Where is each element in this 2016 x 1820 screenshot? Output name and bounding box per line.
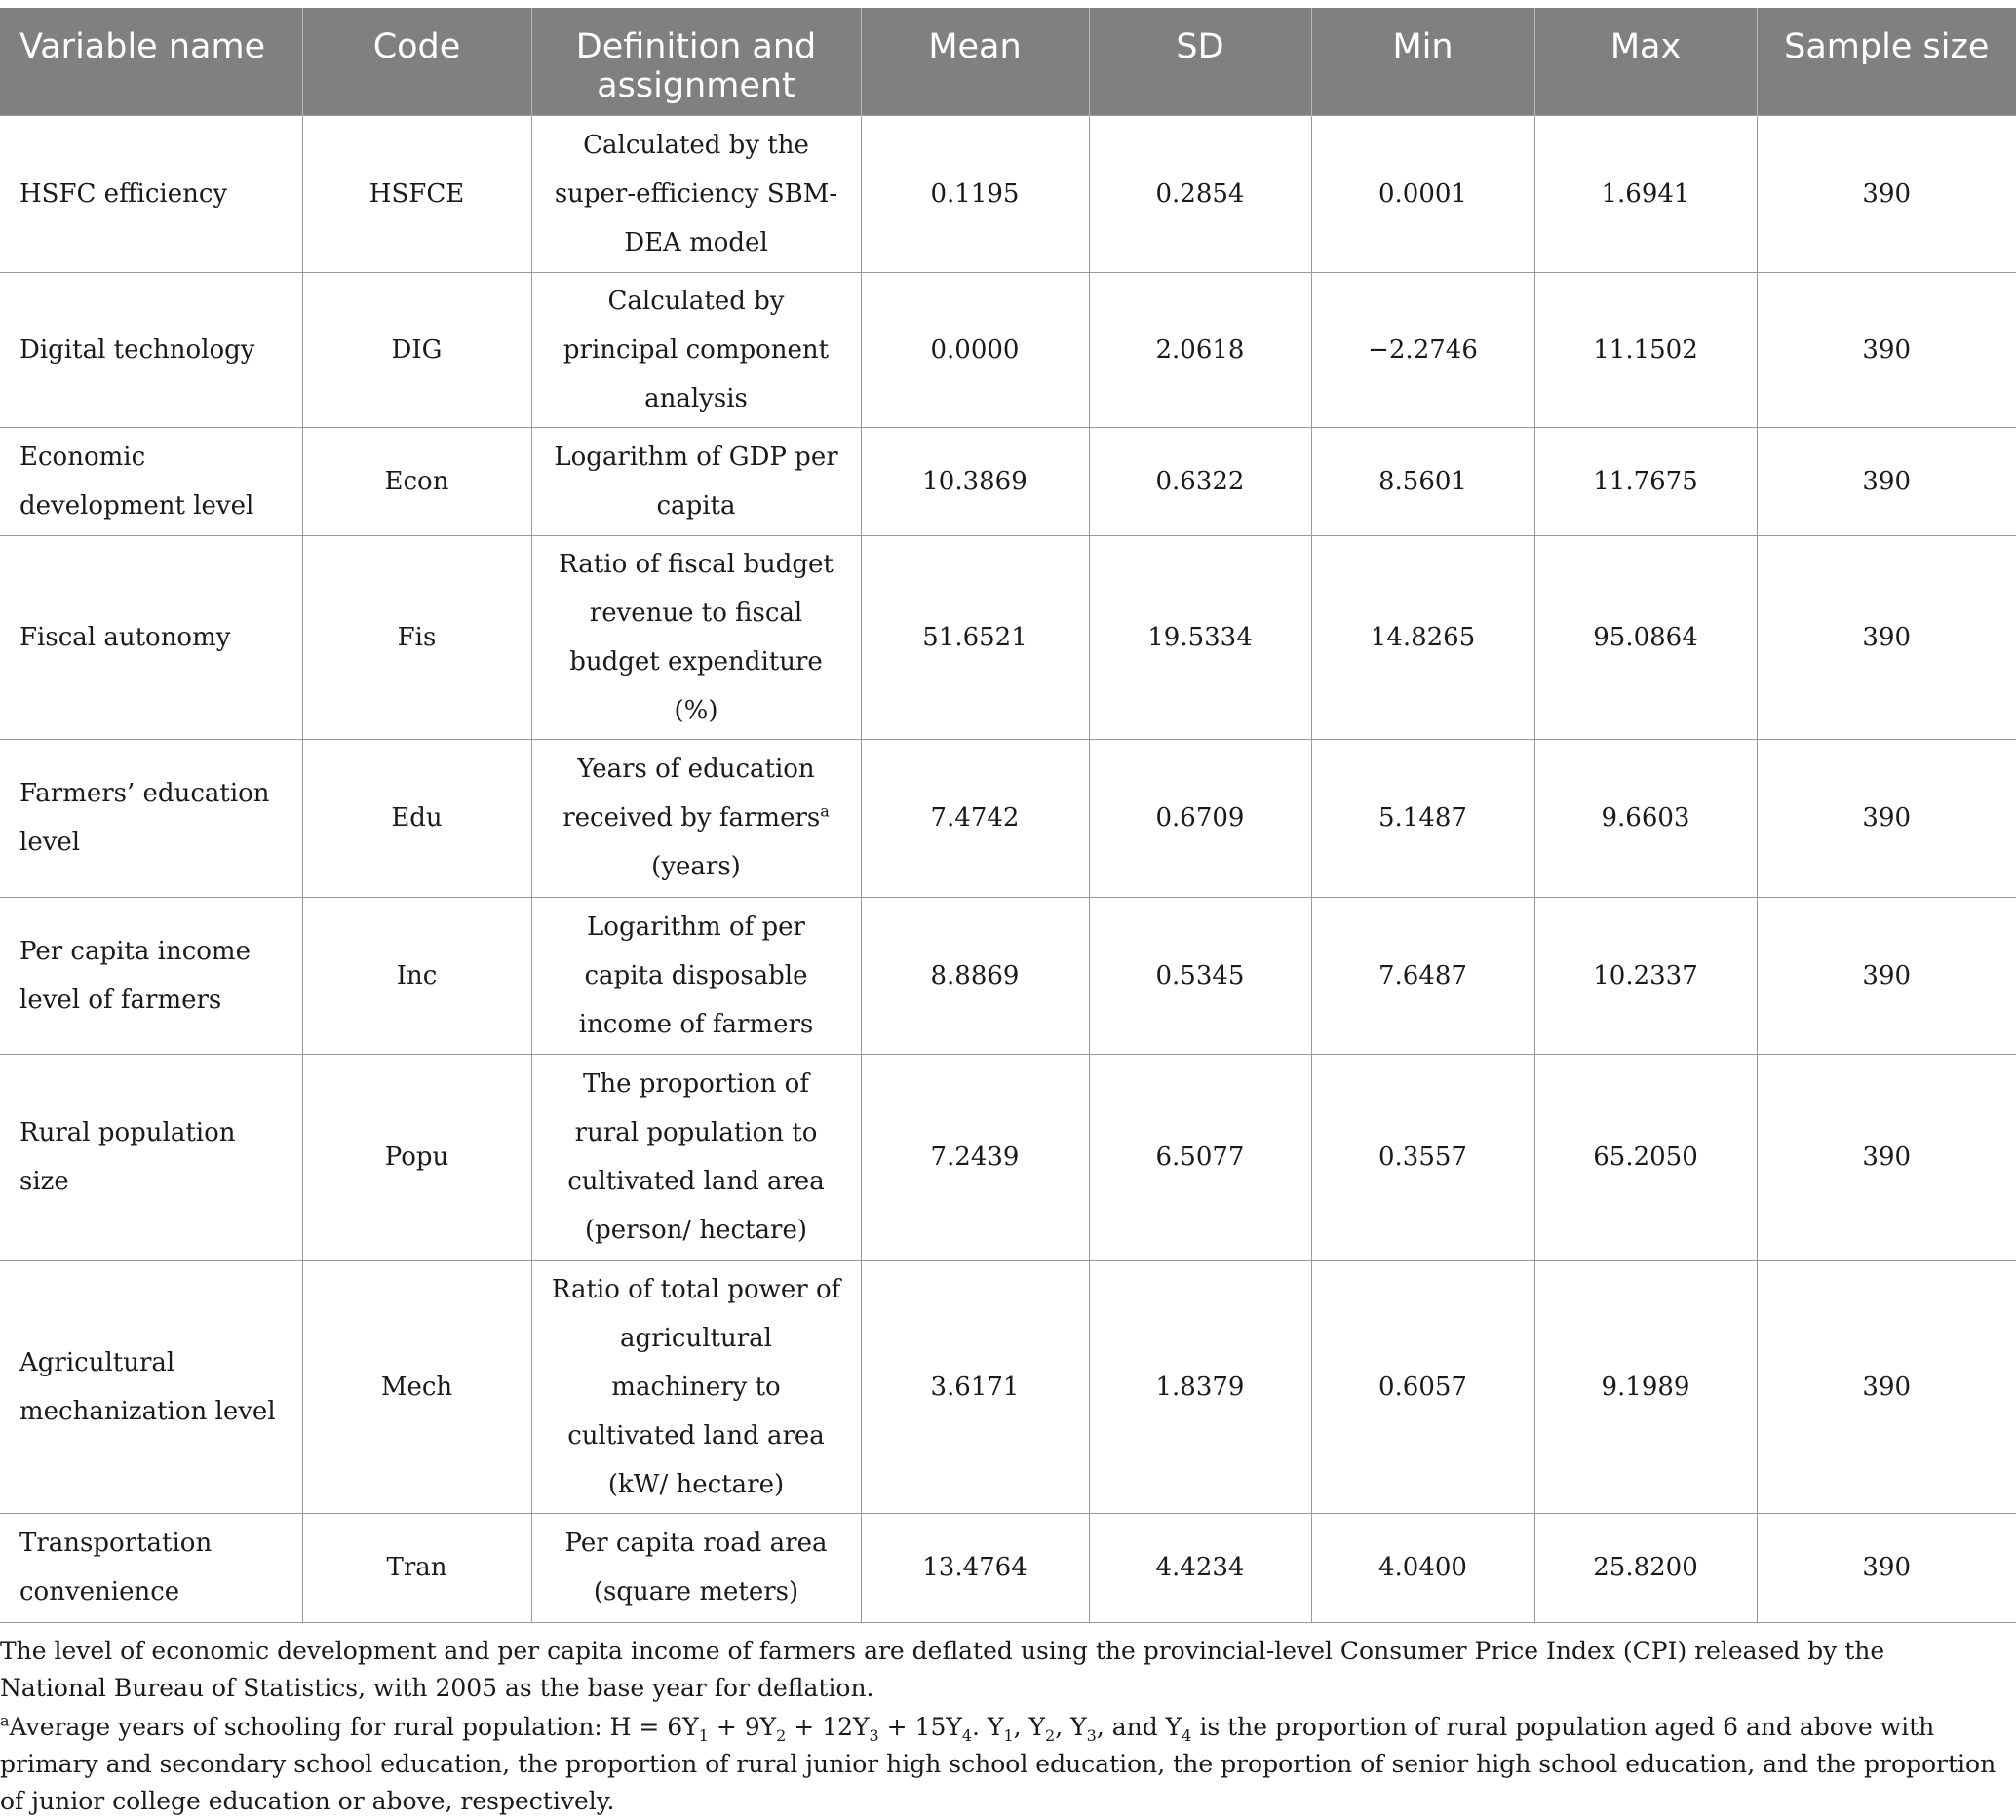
cell-variable-name: HSFC efficiency (0, 115, 302, 272)
cell-sample-size: 390 (1757, 535, 2016, 739)
cell-sd: 4.4234 (1089, 1513, 1311, 1622)
table-row (0, 427, 2016, 535)
cell-sd: 6.5077 (1089, 1054, 1311, 1260)
cell-min: 5.1487 (1311, 739, 1534, 897)
header-mean: Mean (861, 8, 1089, 115)
definition-text: Years of education received by farmers (562, 755, 821, 833)
cell-sd: 0.5345 (1089, 897, 1311, 1054)
subscript: 2 (1045, 1725, 1056, 1745)
cell-mean: 8.8869 (861, 897, 1089, 1054)
cell-sample-size: 390 (1757, 1054, 2016, 1260)
table-row (0, 272, 2016, 427)
cell-code: Inc (302, 897, 531, 1054)
cell-definition: Ratio of total power of agricultural machinery to cultivated land area (kW/ hectare) (531, 1260, 861, 1513)
table-header (0, 8, 2016, 115)
cell-min: 8.5601 (1311, 427, 1534, 535)
cell-definition: The proportion of rural population to cultivated land area (person/ hectare) (531, 1054, 861, 1260)
cell-sd: 2.0618 (1089, 272, 1311, 427)
subscript: 3 (1086, 1725, 1097, 1745)
cell-variable-name: Rural population size (0, 1054, 302, 1260)
cell-code: Popu (302, 1054, 531, 1260)
cell-variable-name: Fiscal autonomy (0, 535, 302, 739)
header-row (0, 8, 2016, 115)
cell-mean: 7.4742 (861, 739, 1089, 897)
subscript: 4 (961, 1725, 973, 1745)
cell-definition: Calculated by the super-efficiency SBM-DEA model (531, 115, 861, 272)
cell-definition: Ratio of fiscal budget revenue to fiscal budget expenditure (%) (531, 535, 861, 739)
cell-sd: 19.5334 (1089, 535, 1311, 739)
cell-min: 14.8265 (1311, 535, 1534, 739)
cell-mean: 0.1195 (861, 115, 1089, 272)
cell-min: −2.2746 (1311, 272, 1534, 427)
note-deflation: The level of economic development and per capita income of farmers are deflated using the provincial-level Consumer Price Index (CPI) released by the National Bureau of Statistics, with 2005 as the base year for deflation. (0, 1636, 1885, 1702)
cell-variable-name: Transportation convenience (0, 1513, 302, 1622)
subscript: 3 (869, 1725, 879, 1745)
cell-sd: 0.2854 (1089, 115, 1311, 272)
cell-mean: 13.4764 (861, 1513, 1089, 1622)
cell-definition: Logarithm of GDP per capita (531, 427, 861, 535)
header-max: Max (1534, 8, 1757, 115)
cell-sample-size: 390 (1757, 1513, 2016, 1622)
subscript: 1 (1003, 1725, 1014, 1745)
cell-mean: 3.6171 (861, 1260, 1089, 1513)
cell-sample-size: 390 (1757, 115, 2016, 272)
note-text: , Y (1013, 1712, 1046, 1741)
note-text: . Y (972, 1712, 1004, 1741)
cell-min: 0.0001 (1311, 115, 1534, 272)
cell-mean: 51.6521 (861, 535, 1089, 739)
cell-max: 1.6941 (1534, 115, 1757, 272)
header-sample-size: Sample size (1757, 8, 2016, 115)
cell-mean: 0.0000 (861, 272, 1089, 427)
cell-sd: 0.6322 (1089, 427, 1311, 535)
cell-code: Tran (302, 1513, 531, 1622)
cell-mean: 10.3869 (861, 427, 1089, 535)
table-row (0, 1054, 2016, 1260)
cell-variable-name: Per capita income level of farmers (0, 897, 302, 1054)
table-row (0, 1513, 2016, 1622)
cell-mean: 7.2439 (861, 1054, 1089, 1260)
cell-sd: 0.6709 (1089, 739, 1311, 897)
footnote-marker: a (0, 1711, 10, 1730)
table-row (0, 1260, 2016, 1513)
subscript: 4 (1182, 1725, 1192, 1745)
cell-variable-name: Digital technology (0, 272, 302, 427)
cell-code: Fis (302, 535, 531, 739)
note-text: + 12Y (786, 1712, 870, 1741)
footnote-marker: a (820, 801, 830, 821)
cell-sample-size: 390 (1757, 1260, 2016, 1513)
header-sd: SD (1089, 8, 1311, 115)
header-variable-name: Variable name (0, 8, 302, 115)
cell-code: Econ (302, 427, 531, 535)
cell-min: 4.0400 (1311, 1513, 1534, 1622)
subscript: 2 (776, 1725, 787, 1745)
header-min: Min (1311, 8, 1534, 115)
table-row (0, 897, 2016, 1054)
cell-sample-size: 390 (1757, 427, 2016, 535)
cell-min: 7.6487 (1311, 897, 1534, 1054)
note-text: Average years of schooling for rural population: H = 6Y (9, 1712, 699, 1741)
cell-min: 0.6057 (1311, 1260, 1534, 1513)
cell-code: HSFCE (302, 115, 531, 272)
note-text: , and Y (1096, 1712, 1182, 1741)
cell-variable-name: Economic development level (0, 427, 302, 535)
cell-max: 9.6603 (1534, 739, 1757, 897)
cell-max: 25.8200 (1534, 1513, 1757, 1622)
cell-min: 0.3557 (1311, 1054, 1534, 1260)
cell-max: 11.7675 (1534, 427, 1757, 535)
cell-definition (531, 739, 861, 897)
note-text: + 9Y (708, 1712, 777, 1741)
cell-code: DIG (302, 272, 531, 427)
cell-max: 10.2337 (1534, 897, 1757, 1054)
table-row (0, 115, 2016, 272)
subscript: 1 (698, 1725, 709, 1745)
table-row (0, 739, 2016, 897)
descriptive-statistics-table (0, 8, 2016, 1623)
table-notes (0, 1623, 2016, 1820)
note-schooling-formula (0, 1709, 1997, 1820)
cell-variable-name: Agricultural mechanization level (0, 1260, 302, 1513)
cell-definition: Calculated by principal component analysis (531, 272, 861, 427)
note-text: , Y (1055, 1712, 1087, 1741)
cell-sample-size: 390 (1757, 739, 2016, 897)
table-body (0, 115, 2016, 1622)
note-text: + 15Y (878, 1712, 962, 1741)
note-text: is the proportion of rural population aged 6 and above with primary and secondary school education, the proportion of rural junior high school education, the proportion of senior high school education, and the proportion of junior college education or above, respectively. (0, 1712, 1997, 1815)
cell-max: 95.0864 (1534, 535, 1757, 739)
cell-code: Edu (302, 739, 531, 897)
header-code: Code (302, 8, 531, 115)
cell-max: 11.1502 (1534, 272, 1757, 427)
definition-unit: (years) (651, 852, 741, 881)
cell-variable-name: Farmers’ education level (0, 739, 302, 897)
cell-max: 9.1989 (1534, 1260, 1757, 1513)
cell-definition: Logarithm of per capita disposable income of farmers (531, 897, 861, 1054)
cell-sd: 1.8379 (1089, 1260, 1311, 1513)
cell-code: Mech (302, 1260, 531, 1513)
cell-sample-size: 390 (1757, 897, 2016, 1054)
header-definition: Definition and assignment (531, 8, 861, 115)
table-row (0, 535, 2016, 739)
cell-max: 65.2050 (1534, 1054, 1757, 1260)
cell-definition: Per capita road area (square meters) (531, 1513, 861, 1622)
cell-sample-size: 390 (1757, 272, 2016, 427)
